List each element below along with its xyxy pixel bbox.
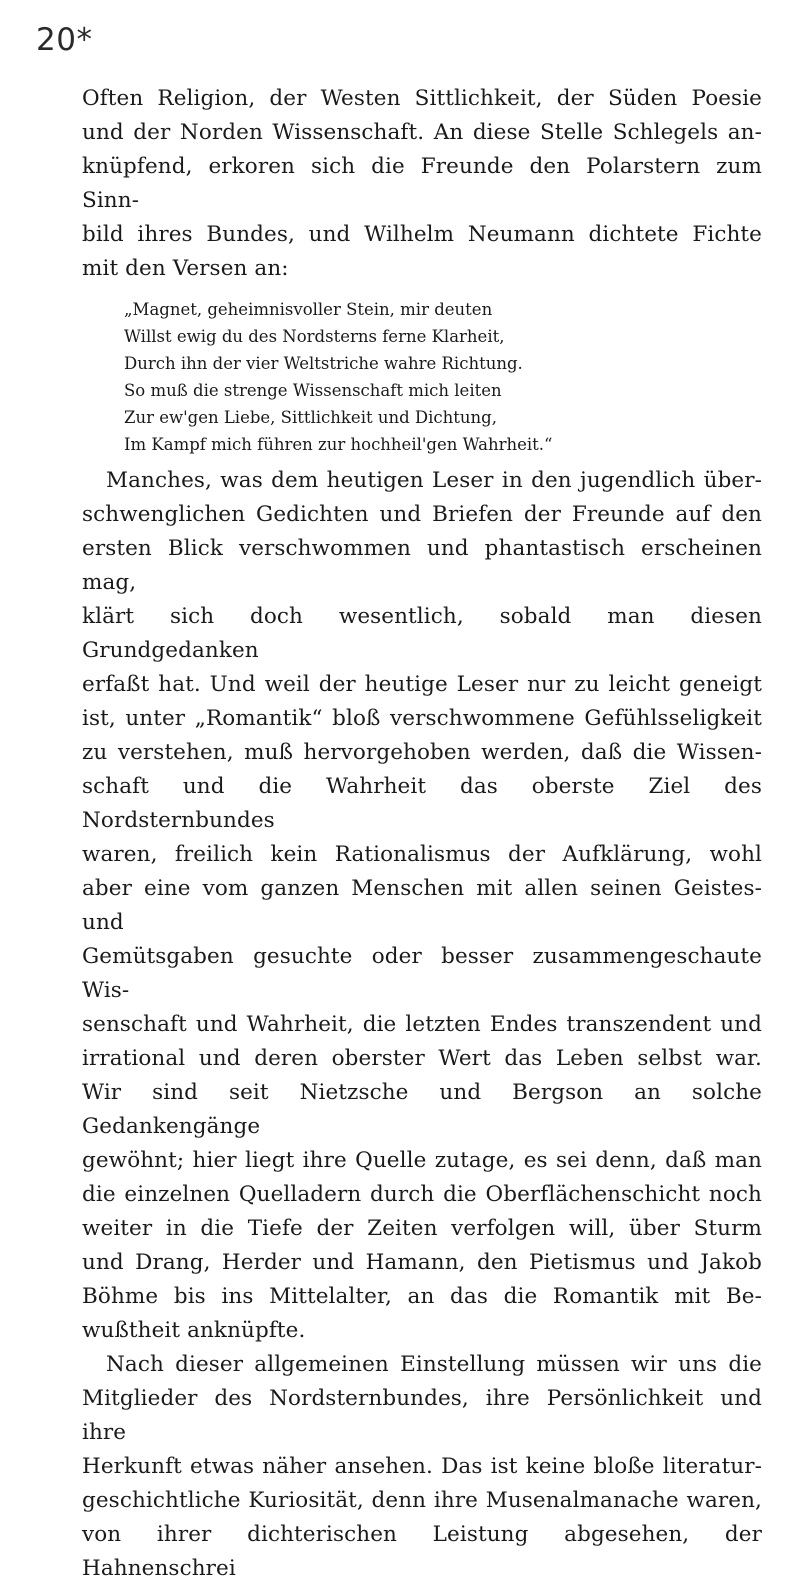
paragraph-3: [82, 1348, 762, 1586]
text-line: von ihrer dichterischen Leistung abgesehen, der Hahnenschrei: [82, 1522, 762, 1581]
text-line: irrational und deren oberster Wert das Leben selbst war.: [82, 1046, 762, 1071]
text-line: Often Religion, der Westen Sittlichkeit, der Süden Poesie: [82, 86, 762, 111]
poem-line: Zur ew'gen Liebe, Sittlichkeit und Dichtung,: [124, 408, 497, 427]
text-line: Gemütsgaben gesuchte oder besser zusammengeschaute Wis-: [82, 944, 762, 1003]
text-line: ist, unter „Romantik“ bloß verschwommene Gefühlsseligkeit: [82, 706, 762, 731]
text-line: bild ihres Bundes, und Wilhelm Neumann dichtete Fichte: [82, 222, 762, 247]
page-number: 20*: [36, 22, 93, 58]
paragraph-1: [82, 82, 762, 286]
poem-line: Durch ihn der vier Weltstriche wahre Richtung.: [124, 354, 523, 373]
text-line: mit den Versen an:: [82, 256, 289, 281]
text-line: geschichtliche Kuriosität, denn ihre Musenalmanache waren,: [82, 1488, 762, 1513]
text-line: Herkunft etwas näher ansehen. Das ist keine bloße literatur-: [82, 1454, 762, 1479]
text-line: Mitglieder des Nordsternbundes, ihre Persönlichkeit und ihre: [82, 1386, 762, 1445]
text-line: Böhme bis ins Mittelalter, an das die Romantik mit Be-: [82, 1284, 762, 1309]
text-line: die einzelnen Quelladern durch die Oberflächenschicht noch: [82, 1182, 762, 1207]
text-line: schwenglichen Gedichten und Briefen der Freunde auf den: [82, 502, 762, 527]
text-line: Wir sind seit Nietzsche und Bergson an solche Gedankengänge: [82, 1080, 762, 1139]
text-line: zu verstehen, muß hervorgehoben werden, daß die Wissen-: [82, 740, 762, 765]
text-line: und Drang, Herder und Hamann, den Pietismus und Jakob: [82, 1250, 762, 1275]
poem-line: Willst ewig du des Nordsterns ferne Klarheit,: [124, 327, 505, 346]
text-line: und der Norden Wissenschaft. An diese Stelle Schlegels an-: [82, 120, 762, 145]
text-line: waren, freilich kein Rationalismus der Aufklärung, wohl: [82, 842, 762, 867]
text-line: wußtheit anknüpfte.: [82, 1318, 306, 1343]
text-line: ersten Blick verschwommen und phantastisch erscheinen mag,: [82, 536, 762, 595]
text-line: klärt sich doch wesentlich, sobald man diesen Grundgedanken: [82, 604, 762, 663]
text-line: knüpfend, erkoren sich die Freunde den Polarstern zum Sinn-: [82, 154, 762, 213]
text-line: senschaft und Wahrheit, die letzten Endes transzendent und: [82, 1012, 762, 1037]
text-line: schaft und die Wahrheit das oberste Ziel des Nordsternbundes: [82, 774, 762, 833]
text-line: Nach dieser allgemeinen Einstellung müssen wir uns die: [106, 1352, 762, 1377]
paragraph-2: [82, 464, 762, 1348]
text-line: weiter in die Tiefe der Zeiten verfolgen will, über Sturm: [82, 1216, 762, 1241]
text-line: erfaßt hat. Und weil der heutige Leser nur zu leicht geneigt: [82, 672, 762, 697]
poem-line: So muß die strenge Wissenschaft mich leiten: [124, 381, 502, 400]
poem-line: Im Kampf mich führen zur hochheil'gen Wahrheit.“: [124, 435, 553, 454]
poem-quote: [124, 296, 684, 458]
text-line: aber eine vom ganzen Menschen mit allen seinen Geistes- und: [82, 876, 762, 935]
body-text: [82, 82, 762, 1586]
text-line: gewöhnt; hier liegt ihre Quelle zutage, es sei denn, daß man: [82, 1148, 762, 1173]
poem-line: „Magnet, geheimnisvoller Stein, mir deuten: [124, 300, 493, 319]
text-line: Manches, was dem heutigen Leser in den jugendlich über-: [106, 468, 762, 493]
